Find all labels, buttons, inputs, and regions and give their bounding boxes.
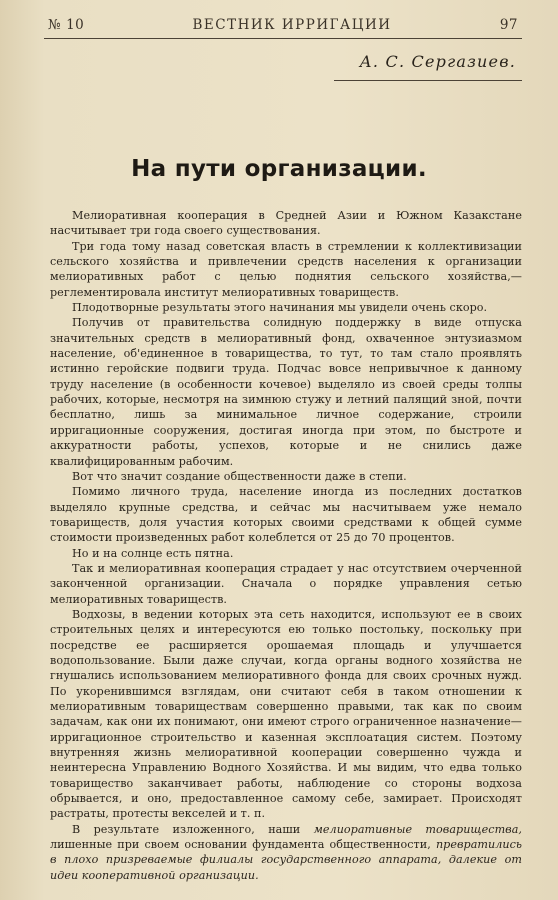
paragraph: Водхозы, в ведении которых эта сеть находится, используют ее в своих строительных целях и интересуются ею только постольку, поскольку при посредстве ее расширяется орошаемая площадь и улучшается водопользование. Были даже случаи, когда органы водного хозяйства не гнушались использованием мелиоративного фонда для своих срочных нужд. По укоренившимся взглядам, они считают себя в таком отношении к мелиоративным товариществам совершенно правыми, так как по своим задачам, как они их понимают, они имеют строго ограниченное назначение—ирригационное строительство и казенная эксплоатация систем. Поэтому внутренняя жизнь мелиоративной кооперации совершенно чужда и неинтересна Управлению Водного Хозяйства. И мы видим, что едва только товарищество заканчивает работы, наблюдение со стороны водхоза обрывается, и оно, предоставленное самому себе, замирает. Происходят растраты, протесты векселей и т. п. xyxy=(50,607,522,821)
article-title: На пути организации. xyxy=(131,156,427,182)
paragraph: Так и мелиоративная кооперация страдает у нас отсутствием очерченной законченной организации. Сначала о порядке управления сетью мелиоративных товариществ. xyxy=(50,561,522,606)
paragraph: Помимо личного труда, население иногда из последних достатков выделяло крупные средства, и сейчас мы насчитываем уже немало товариществ, доля участия которых своими средствами к общей сумме стоимости произведенных работ колеблется от 25 до 70 процентов. xyxy=(50,485,522,545)
italic-emphasis: мелиоративные товарищества, xyxy=(313,822,522,836)
running-head xyxy=(48,14,518,36)
page-number: 97 xyxy=(499,17,518,33)
header-rule xyxy=(44,38,522,39)
author-name: А. С. Сергазиев. xyxy=(359,52,516,71)
paragraph: Плодотворные результаты этого начинания мы увидели очень скоро. xyxy=(72,301,488,315)
issue-number: № 10 xyxy=(48,17,85,33)
paragraph: Три года тому назад советская власть в стремлении к коллективизации сельского хозяйства и привлечении средств населения к организации мелиоративных работ с целью поднятия сельского хозяйства,—реглементировала институт мелиоративных товариществ. xyxy=(50,239,522,299)
journal-title: ВЕСТНИК ИРРИГАЦИИ xyxy=(192,17,392,33)
paragraph: Получив от правительства солидную поддержку в виде отпуска значительных средств в мелиоративный фонд, охваченное энтузиазмом население, об'единенное в товарищества, то тут, то там стало проявлять истинно геройские подвиги труда. Подчас вовсе непривычное к данному труду население (в особенности кочевое) выделяло из своей среды толпы рабочих, которые, несмотря на зимнюю стужу и летний палящий зной, почти бесплатно, лишь за минимальное личное содержание, строили ирригационные сооружения, достигая иногда при этом, по быстроте и аккуратности работы, успехов, которые и не снились даже квалифицированным рабочим. xyxy=(50,316,522,468)
article-body xyxy=(50,208,522,883)
final-text-part: лишенные при своем основании фундамента общественности, xyxy=(50,838,431,852)
final-text-part: В результате изложенного, наши xyxy=(72,822,301,836)
paragraph-final xyxy=(50,822,522,883)
paragraph: Мелиоративная кооперация в Средней Азии и Южном Казакстане насчитывает три года своего существования. xyxy=(50,209,522,238)
author-rule xyxy=(334,80,522,81)
paragraph: Вот что значит создание общественности даже в степи. xyxy=(72,469,407,483)
italic-emphasis: превратились в плохо призреваемые филиалы государственного аппарата, далекие от идеи кооперативной организации. xyxy=(50,838,523,882)
paragraph: Но и на солнце есть пятна. xyxy=(72,546,234,560)
